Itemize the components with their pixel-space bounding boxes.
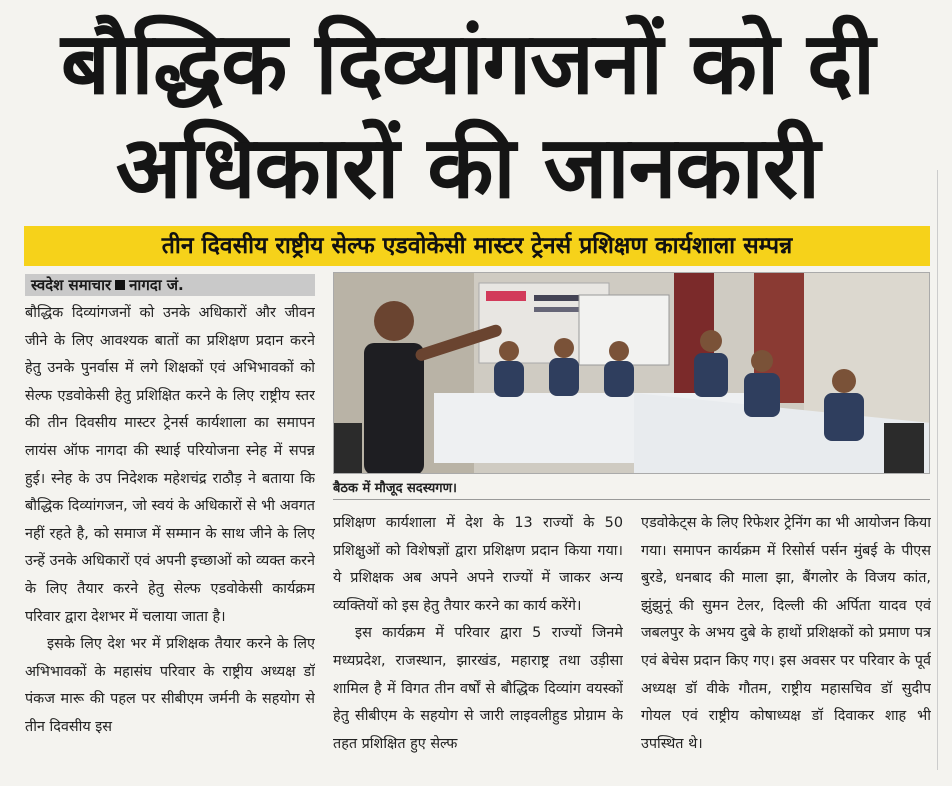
meeting-photo-illustration: [334, 273, 930, 474]
headline: [0, 0, 935, 222]
article-column-1: [25, 300, 315, 772]
dateline: [25, 274, 315, 296]
article-paragraph: बौद्धिक दिव्यांगजनों को उनके अधिकारों और जीवन जीने के लिए आवश्यक बातों का प्रशिक्षण प्रदान करने हेतु उनके पुनर्वास में लगे शिक्षकों एवं अभिभावकों को सेल्फ एडवोकेसी हेतु प्रशिक्षित करने के लिए राष्ट्रीय स्तर की तीन दिवसीय मास्टर ट्रेनर्स कार्यशाला का समापन लायंस ऑफ नागदा की स्थाई परियोजना स्नेह में सपन्न हुई। स्नेह के उप निदेशक महेशचंद्र राठौड़ ने बताया कि बौद्धिक दिव्यांगजन, जो स्वयं के अधिकारों से भी अवगत नहीं रहते है, को समाज में सम्मान के साथ जीने के लिए उन्हें उनके अधिकारों एवं अपनी इच्छाओं को व्यक्त करने के लिए तैयार करने हेतु सेल्फ एडवोकेसी कार्यक्रम परिवार द्वारा देशभर में चलाया जाता है।: [25, 305, 315, 625]
article-paragraph: एडवोकेट्स के लिए रिफेशर ट्रेनिंग का भी आयोजन किया गया। समापन कार्यक्रम में रिसोर्स पर्सन मुंबई के पीएस बुरडे, धनबाद की माला झा, बैंगलोर के विजय कांत, झुंझुनूं की सुमन टेलर, दिल्ली की अर्पिता यादव एवं जबलपुर के अभय दुबे के हाथों प्रशिक्षकों को प्रमाण पत्र एवं बेचेस प्रदान किए गए। इस अवसर पर परिवार के पूर्व अध्यक्ष डॉ वीके गौतम, राष्ट्रीय महासचिव डॉ सुदीप गोयल एवं राष्ट्रीय कोषाध्यक्ष डॉ दिवाकर शाह भी उपस्थित थे।: [641, 515, 931, 752]
headline-line-1: बौद्धिक दिव्यांगजनों को दी: [60, 14, 875, 114]
article-column-3: [641, 510, 931, 776]
subheadline-banner: तीन दिवसीय राष्ट्रीय सेल्फ एडवोकेसी मास्टर ट्रेनर्स प्रशिक्षण कार्यशाला सम्पन्न: [24, 226, 930, 266]
article-paragraph: इस कार्यक्रम में परिवार द्वारा 5 राज्यों जिनमे मध्यप्रदेश, राजस्थान, झारखंड, महाराष्ट्र तथा उड़ीसा शामिल है में विगत तीन वर्षों से बौद्धिक दिव्यांग वयस्कों हेतु सीबीएम के सहयोग से जारी लाइवलीहुड प्रोग्राम के तहत प्रशिक्षित हुए सेल्फ: [333, 625, 623, 752]
dateline-place: नागदा जं.: [129, 276, 184, 294]
article-column-2: [333, 510, 623, 776]
article-paragraph: इसके लिए देश भर में प्रशिक्षक तैयार करने के लिए अभिभावकों के महासंघ परिवार के राष्ट्रीय अध्यक्ष डॉ पंकज मारू की पहल पर सीबीएम जर्मनी के सहयोग से तीन दिवसीय इस: [25, 636, 315, 735]
headline-line-2: अधिकारों की जानकारी: [115, 118, 820, 218]
photo-caption: बैठक में मौजूद सदस्यगण।: [333, 478, 930, 500]
news-photo: [333, 272, 930, 474]
article-paragraph: प्रशिक्षण कार्यशाला में देश के 13 राज्यों के 50 प्रशिक्षुओं को विशेषज्ञों द्वारा प्रशिक्षण प्रदान किया गया। ये प्रशिक्षक अब अपने अपने राज्यों में जाकर अन्य व्यक्तियों को इस हेतु तैयार करने का कार्य करेंगे।: [333, 515, 623, 614]
square-bullet-icon: [115, 280, 125, 290]
dateline-source: स्वदेश समाचार: [31, 276, 112, 294]
page-edge-divider: [937, 170, 952, 770]
